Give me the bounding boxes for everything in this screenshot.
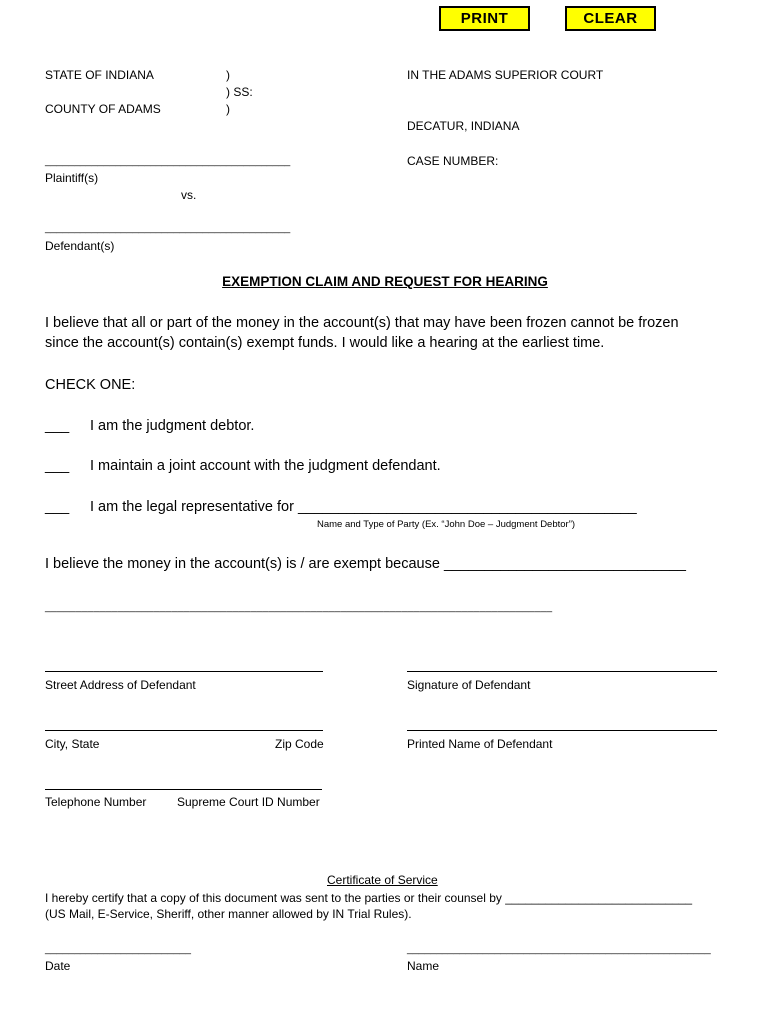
name-label: Name: [407, 959, 440, 973]
street-address-line[interactable]: [45, 671, 323, 672]
telephone-id-line[interactable]: [45, 789, 322, 790]
clear-button-label: CLEAR: [583, 10, 638, 27]
state-of-indiana: STATE OF INDIANA: [45, 68, 154, 82]
supreme-court-id-label: Supreme Court ID Number: [177, 795, 320, 809]
check-blank-1[interactable]: ___: [45, 418, 70, 434]
party-caption: Name and Type of Party (Ex. “John Doe – Judgment Debtor”): [317, 519, 576, 530]
plaintiff-label: Plaintiff(s): [45, 171, 99, 185]
exempt-because-line[interactable]: I believe the money in the account(s) is / are exempt because ______________________________: [45, 556, 686, 572]
certificate-line-1[interactable]: I hereby certify that a copy of this document was sent to the parties or their counsel by ____________________________: [45, 891, 693, 905]
date-blank-line[interactable]: _________________________: [45, 943, 191, 955]
certificate-line-2: (US Mail, E-Service, Sheriff, other manner allowed by IN Trial Rules).: [45, 907, 412, 921]
print-button[interactable]: [439, 6, 530, 31]
date-label: Date: [45, 959, 71, 973]
zip-code-label: Zip Code: [275, 737, 324, 751]
signature-label: Signature of Defendant: [407, 678, 531, 692]
telephone-label: Telephone Number: [45, 795, 147, 809]
signature-line[interactable]: [407, 671, 717, 672]
name-blank-line[interactable]: ____________________________________________________: [407, 943, 711, 955]
page-title: EXEMPTION CLAIM AND REQUEST FOR HEARING: [222, 274, 548, 289]
option-judgment-debtor: I am the judgment debtor.: [90, 418, 255, 434]
paren-3: ): [226, 102, 230, 116]
city-state-label: City, State: [45, 737, 100, 751]
court-name: IN THE ADAMS SUPERIOR COURT: [407, 68, 604, 82]
county-of-adams: COUNTY OF ADAMS: [45, 102, 161, 116]
paren-1: ): [226, 68, 230, 82]
defendant-label: Defendant(s): [45, 239, 115, 253]
plaintiff-blank-line[interactable]: __________________________________________: [45, 155, 291, 167]
clear-button[interactable]: [565, 6, 656, 31]
printed-name-line[interactable]: [407, 730, 717, 731]
check-blank-2[interactable]: ___: [45, 458, 70, 474]
city-state-zip-line[interactable]: [45, 730, 323, 731]
body-line-1: I believe that all or part of the money in the account(s) that may have been frozen cannot be frozen: [45, 315, 679, 331]
court-city: DECATUR, INDIANA: [407, 119, 520, 133]
option-joint-account: I maintain a joint account with the judgment defendant.: [90, 458, 441, 474]
check-one-label: CHECK ONE:: [45, 377, 136, 393]
body-line-2: since the account(s) contain(s) exempt funds. I would like a hearing at the earliest time.: [45, 335, 605, 351]
print-button-label: PRINT: [460, 10, 509, 27]
ss-label: ) SS:: [226, 85, 253, 99]
printed-name-label: Printed Name of Defendant: [407, 737, 553, 751]
case-number-label: CASE NUMBER:: [407, 154, 499, 168]
defendant-blank-line[interactable]: __________________________________________: [45, 222, 291, 234]
street-address-label: Street Address of Defendant: [45, 678, 196, 692]
check-blank-3[interactable]: ___: [45, 499, 70, 515]
certificate-title: Certificate of Service: [327, 873, 438, 887]
exempt-reason-line[interactable]: ____________________________________________________________________________________: [45, 601, 553, 613]
option-legal-representative[interactable]: I am the legal representative for __________________________________________: [90, 499, 637, 515]
vs-label: vs.: [181, 188, 197, 202]
